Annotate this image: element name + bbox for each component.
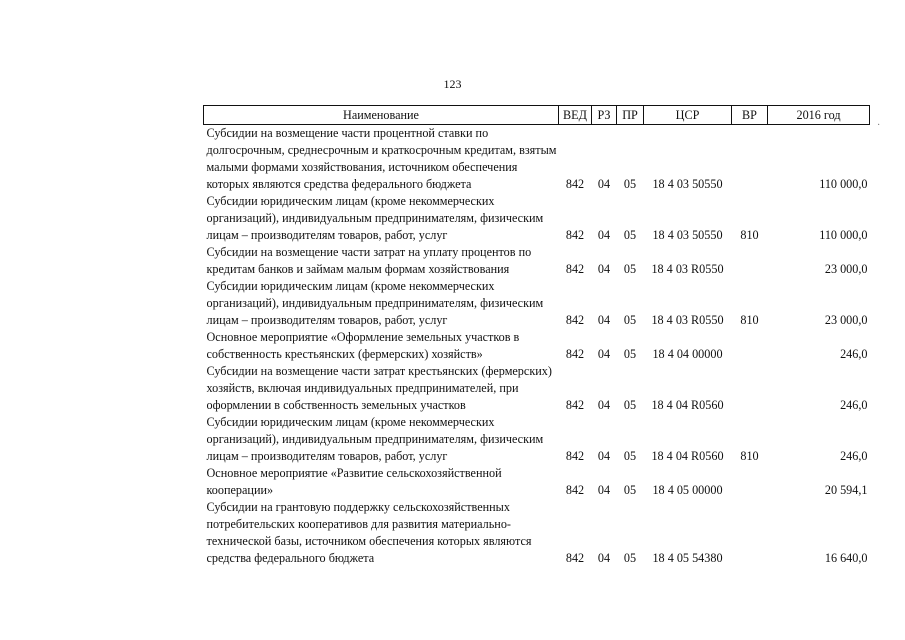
- cell-ved: 842: [565, 449, 585, 463]
- cell-rz: 04: [597, 228, 611, 242]
- cell-ved: 842: [565, 398, 585, 412]
- cell-vr: [732, 363, 768, 414]
- cell-amount: 110 000,0: [819, 177, 868, 191]
- cell-name: Основное мероприятие «Развитие сельскохозяйственной кооперации»: [206, 466, 502, 497]
- cell-amount: 23 000,0: [824, 262, 868, 276]
- table-row: [204, 414, 870, 465]
- cell-pr: 05: [623, 313, 637, 327]
- cell-vr: [732, 329, 768, 363]
- table-row: [204, 125, 870, 194]
- cell-amount: 110 000,0: [819, 228, 868, 242]
- header-vr: ВР: [732, 106, 768, 125]
- cell-csr: 18 4 05 54380: [652, 551, 723, 565]
- header-pr: ПР: [617, 106, 644, 125]
- cell-rz: 04: [597, 398, 611, 412]
- cell-pr: 05: [623, 347, 637, 361]
- cell-csr: 18 4 03 50550: [652, 228, 723, 242]
- cell-ved: 842: [565, 483, 585, 497]
- cell-name: Субсидии юридическим лицам (кроме некоммерческих организаций), индивидуальным предпринимателям, физическим лицам – производителям товаров, работ, услуг: [206, 279, 544, 327]
- budget-table: [203, 105, 870, 567]
- table-row: [204, 363, 870, 414]
- cell-amount: 23 000,0: [824, 313, 868, 327]
- cell-vr: 810: [740, 449, 759, 463]
- header-csr: ЦСР: [644, 106, 732, 125]
- cell-name: Субсидии юридическим лицам (кроме некоммерческих организаций), индивидуальным предпринимателям, физическим лицам – производителям товаров, работ, услуг: [206, 415, 544, 463]
- table-header: [204, 106, 870, 125]
- cell-csr: 18 4 04 R0560: [651, 449, 724, 463]
- cell-ved: 842: [565, 313, 585, 327]
- cell-csr: 18 4 03 R0550: [651, 313, 724, 327]
- cell-pr: 05: [623, 551, 637, 565]
- table-row: [204, 244, 870, 278]
- cell-vr: [732, 125, 768, 194]
- cell-amount: 246,0: [840, 449, 868, 463]
- cell-name: Субсидии на возмещение части процентной ставки по долгосрочным, среднесрочным и краткосрочным кредитам, взятым малыми формами хозяйствования, источником обеспечения которых являются средства федерального бюджета: [206, 126, 557, 191]
- cell-name: Основное мероприятие «Оформление земельных участков в собственность крестьянских (фермерских) хозяйств»: [206, 330, 520, 361]
- cell-amount: 20 594,1: [824, 483, 868, 497]
- cell-csr: 18 4 05 00000: [652, 483, 723, 497]
- cell-pr: 05: [623, 449, 637, 463]
- table-row: [204, 465, 870, 499]
- cell-ved: 842: [565, 262, 585, 276]
- margin-mark: ·: [877, 120, 881, 131]
- cell-ved: 842: [565, 347, 585, 361]
- cell-pr: 05: [623, 177, 637, 191]
- cell-name: Субсидии на грантовую поддержку сельскохозяйственных потребительских кооперативов для развития материально-технической базы, источником обеспечения которых являются средства федерального бюджета: [206, 500, 532, 565]
- cell-name: Субсидии юридическим лицам (кроме некоммерческих организаций), индивидуальным предпринимателям, физическим лицам – производителям товаров, работ, услуг: [206, 194, 544, 242]
- cell-vr: 810: [740, 313, 759, 327]
- cell-rz: 04: [597, 262, 611, 276]
- cell-amount: 246,0: [840, 398, 868, 412]
- header-ved: ВЕД: [559, 106, 592, 125]
- cell-ved: 842: [565, 228, 585, 242]
- table-row: [204, 329, 870, 363]
- header-amount: 2016 год: [768, 106, 870, 125]
- table-row: [204, 499, 870, 567]
- cell-rz: 04: [597, 483, 611, 497]
- cell-pr: 05: [623, 483, 637, 497]
- cell-name: Субсидии на возмещение части затрат крестьянских (фермерских) хозяйств, включая индивидуальных предпринимателей, при оформлении в собственность земельных участков: [206, 364, 552, 412]
- table-body: [204, 125, 870, 568]
- cell-rz: 04: [597, 177, 611, 191]
- header-name: Наименование: [204, 106, 559, 125]
- table-row: [204, 278, 870, 329]
- cell-vr: [732, 499, 768, 567]
- header-rz: РЗ: [592, 106, 617, 125]
- cell-ved: 842: [565, 551, 585, 565]
- cell-rz: 04: [597, 347, 611, 361]
- cell-csr: 18 4 04 00000: [652, 347, 723, 361]
- cell-pr: 05: [623, 262, 637, 276]
- cell-amount: 16 640,0: [824, 551, 868, 565]
- cell-rz: 04: [597, 449, 611, 463]
- cell-amount: 246,0: [840, 347, 868, 361]
- cell-vr: 810: [740, 228, 759, 242]
- cell-csr: 18 4 03 R0550: [651, 262, 724, 276]
- cell-csr: 18 4 03 50550: [652, 177, 723, 191]
- cell-csr: 18 4 04 R0560: [651, 398, 724, 412]
- cell-pr: 05: [623, 398, 637, 412]
- table-row: [204, 193, 870, 244]
- cell-vr: [732, 244, 768, 278]
- cell-rz: 04: [597, 313, 611, 327]
- page-number: 123: [443, 77, 462, 91]
- cell-ved: 842: [565, 177, 585, 191]
- cell-pr: 05: [623, 228, 637, 242]
- cell-rz: 04: [597, 551, 611, 565]
- cell-name: Субсидии на возмещение части затрат на уплату процентов по кредитам банков и займам малым формам хозяйствования: [206, 245, 532, 276]
- cell-vr: [732, 465, 768, 499]
